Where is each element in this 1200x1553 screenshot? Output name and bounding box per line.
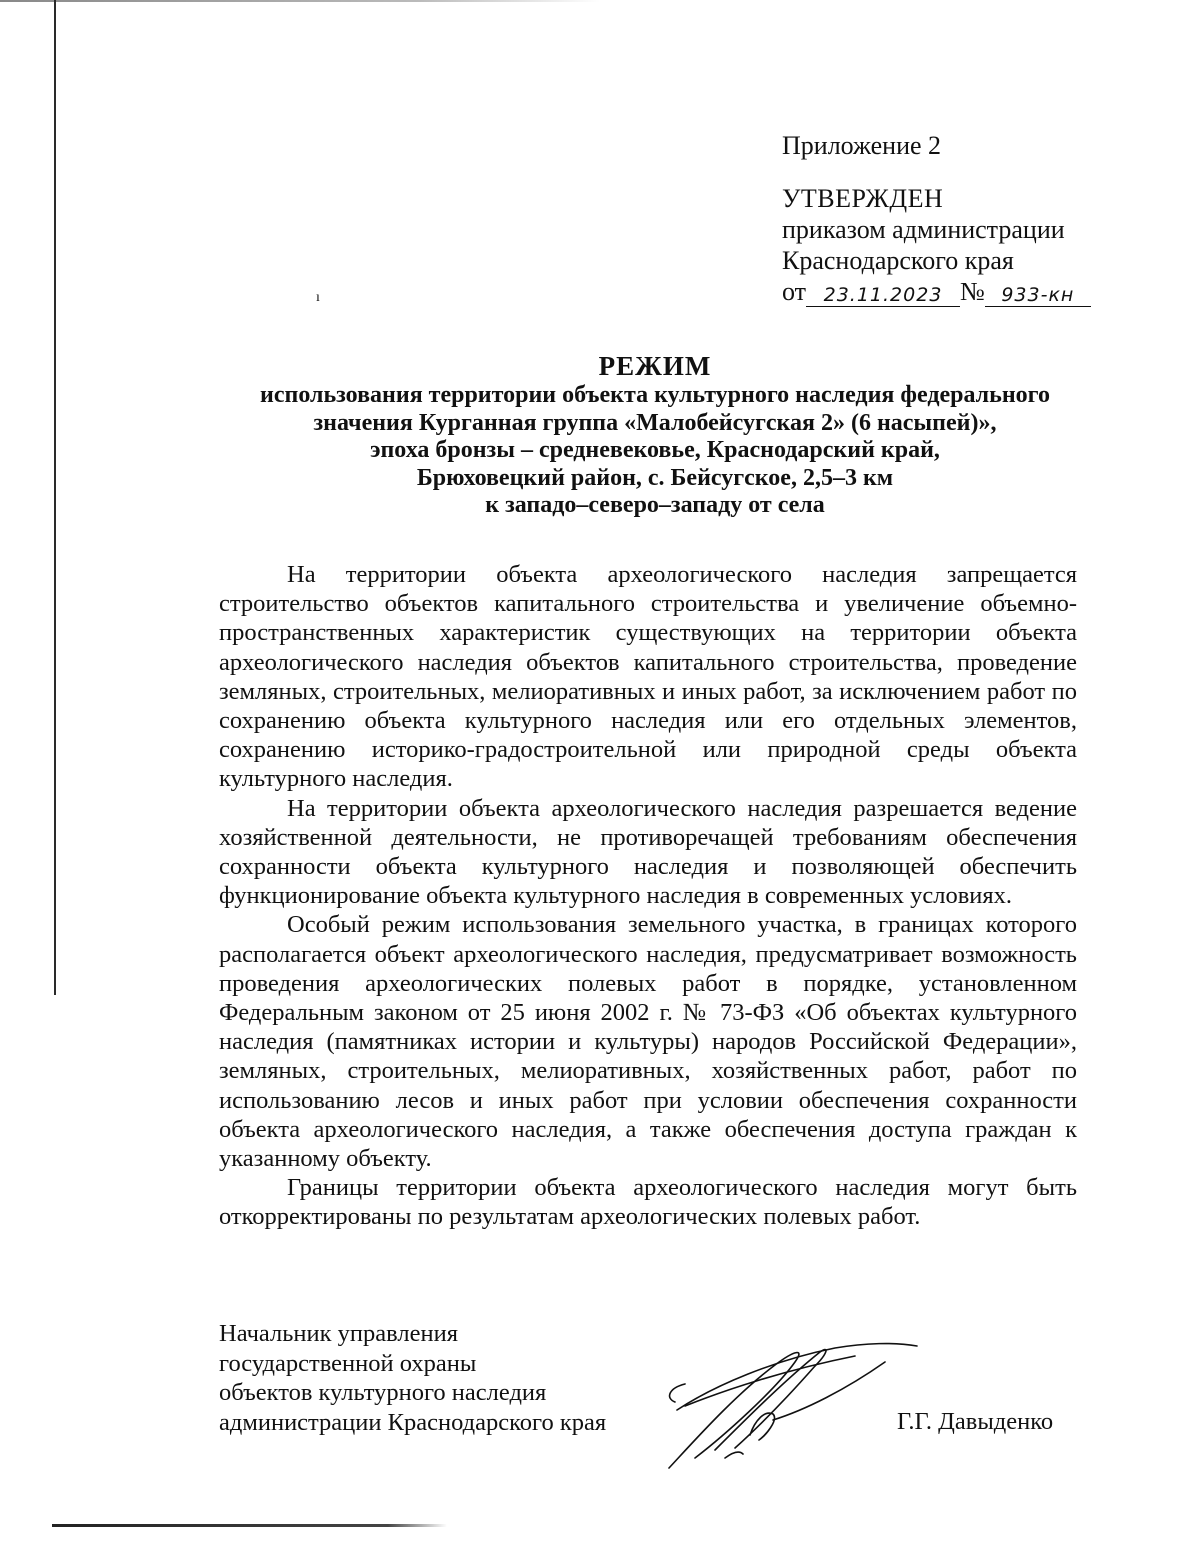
position-line: государственной охраны (219, 1349, 477, 1377)
handwritten-date: 23.11.2023 (806, 284, 960, 307)
paragraph-special-regime: Особый режим использования земельного участка, в границах которого располагается объект археологического наследия, предусматривает возможность проведения археологических полевых работ в порядке, установленном Федеральным законом от 25 июня 2002 г. № 73-ФЗ «Об объектах культурного наследия (памятниках истории и культуры) народов Российской Федерации», земляных, строительных, мелиоративных, хозяйственных работ, работ по использованию лесов и иных работ при условии обеспечения сохранности объекта археологического наследия, а также обеспечения доступа граждан к указанному объекту. (219, 911, 1077, 1173)
document-title: РЕЖИМ (598, 351, 712, 381)
position-line: администрации Краснодарского края (219, 1408, 607, 1436)
date-prefix: от (782, 277, 807, 306)
scan-edge-bottom (52, 1524, 447, 1527)
document-heading (150, 351, 1160, 520)
position-line: Начальник управления (219, 1320, 458, 1347)
heading-line: Брюховецкий район, с. Бейсугское, 2,5–3 км (416, 464, 894, 491)
scan-edge-left (54, 0, 56, 995)
scan-speck: ı (316, 290, 320, 305)
paragraph-permissions: На территории объекта археологического наследия разрешается ведение хозяйственной деятельности, не противоречащей требованиям обеспечения сохранности объекта культурного наследия и позволяющей обеспечить функционирование объекта культурного наследия в современных условиях. (219, 794, 1077, 910)
document-body (219, 560, 1077, 1232)
approval-block (782, 130, 1112, 307)
order-line (782, 276, 1112, 307)
paragraph-boundaries: Границы территории объекта археологического наследия могут быть откорректированы по результатам археологических полевых работ. (219, 1174, 1077, 1231)
handwritten-signature (655, 1340, 925, 1470)
signatory-position (219, 1319, 639, 1437)
approval-line-2: Краснодарского края (782, 246, 1014, 275)
heading-line: значения Курганная группа «Малобейсугская 2» (6 насыпей)», (313, 409, 997, 436)
paragraph-prohibitions: На территории объекта археологического наследия запрещается строительство объектов капитального строительства и увеличение объемно-пространственных характеристик существующих на территории объекта археологического наследия объектов капитального строительства, проведение земляных, строительных, мелиоративных и иных работ, за исключением работ по сохранению объекта культурного наследия или его отдельных элементов, сохранению историко-градостроительной или природной среды объекта культурного наследия. (219, 561, 1077, 793)
position-line: объектов культурного наследия (219, 1379, 547, 1406)
approval-line-1: приказом администрации (782, 215, 1065, 244)
signatory-name: Г.Г. Давыденко (897, 1408, 1054, 1435)
approved-label: УТВЕРЖДЕН (782, 184, 944, 213)
number-prefix: № (960, 277, 985, 306)
scan-edge-top (0, 0, 600, 2)
handwritten-number: 933-кн (985, 284, 1091, 307)
appendix-label: Приложение 2 (782, 131, 942, 160)
heading-line: использования территории объекта культурного наследия федерального (260, 382, 1050, 408)
heading-line: к западо–северо–западу от села (485, 492, 825, 518)
heading-line: эпоха бронзы – средневековье, Краснодарский край, (370, 437, 940, 463)
